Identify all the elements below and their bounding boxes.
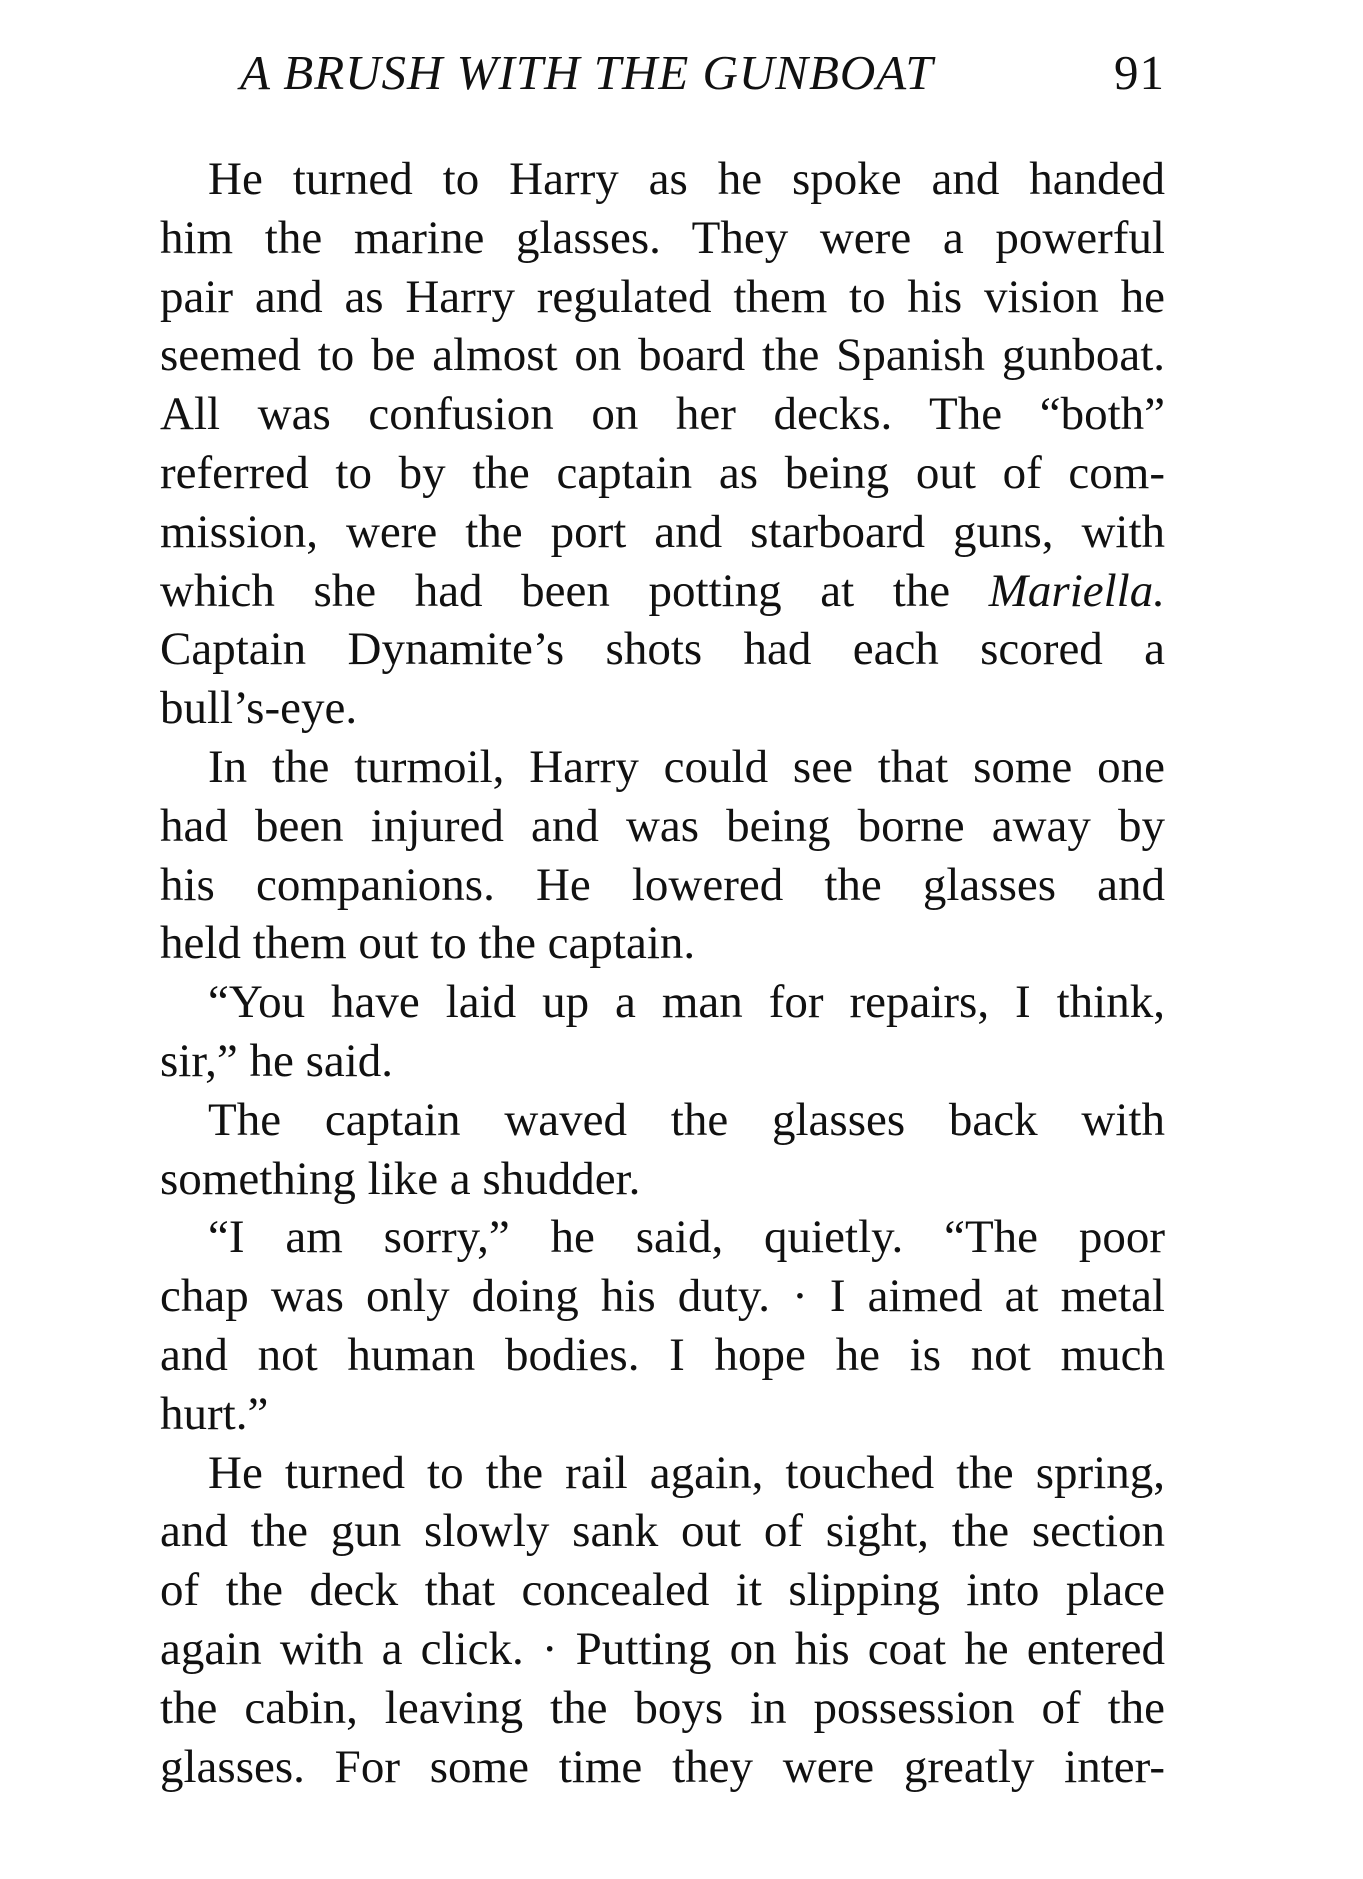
text-line: chap was only doing his duty. · I aimed at metal (160, 1270, 1165, 1323)
text-line: his companions. He lowered the glasses and (160, 858, 1165, 911)
page-number: 91 (1114, 45, 1165, 100)
text-line: something like a shudder. (160, 1152, 641, 1205)
text-line: Captain Dynamite’s shots had each scored a (160, 623, 1165, 676)
text-line: hurt.” (160, 1387, 269, 1440)
text-line: him the marine glasses. They were a powerful (160, 211, 1165, 264)
text-line: bull’s-eye. (160, 682, 358, 735)
text-line: glasses. For some time they were greatly inter- (160, 1740, 1165, 1793)
text-line: He turned to the rail again, touched the spring, (208, 1446, 1165, 1499)
text-line: mission, were the port and starboard guns, with (160, 505, 1165, 558)
text-line: and the gun slowly sank out of sight, the section (160, 1505, 1165, 1558)
text-line: “You have laid up a man for repairs, I think, (208, 976, 1165, 1029)
text-line: again with a click. · Putting on his coat he entered (160, 1622, 1165, 1675)
running-header (240, 38, 1165, 108)
text-line: referred to by the captain as being out of com- (160, 446, 1165, 499)
text-line: sir,” he said. (160, 1034, 394, 1087)
text-line: had been injured and was being borne away by (160, 799, 1165, 852)
text-line: pair and as Harry regulated them to his vision he (160, 270, 1165, 323)
text-line: the cabin, leaving the boys in possession of the (160, 1681, 1165, 1734)
text-segment: which she had been potting at the (160, 564, 951, 617)
chapter-title: A BRUSH WITH THE GUNBOAT (240, 45, 934, 100)
ship-name: Mariella. (988, 564, 1165, 617)
text-line: seemed to be almost on board the Spanish gunboat. (160, 329, 1165, 382)
text-line: of the deck that concealed it slipping into place (160, 1564, 1165, 1617)
text-line: held them out to the captain. (160, 917, 696, 970)
text-line-with-ship-name (160, 562, 1165, 621)
body-text (160, 150, 1165, 1796)
text-line: In the turmoil, Harry could see that some one (208, 740, 1165, 793)
text-line: All was confusion on her decks. The “both” (160, 388, 1165, 441)
text-line: and not human bodies. I hope he is not much (160, 1328, 1165, 1381)
text-line: He turned to Harry as he spoke and handed (208, 153, 1165, 205)
text-line: The captain waved the glasses back with (208, 1093, 1165, 1146)
text-line: “I am sorry,” he said, quietly. “The poor (208, 1211, 1165, 1264)
